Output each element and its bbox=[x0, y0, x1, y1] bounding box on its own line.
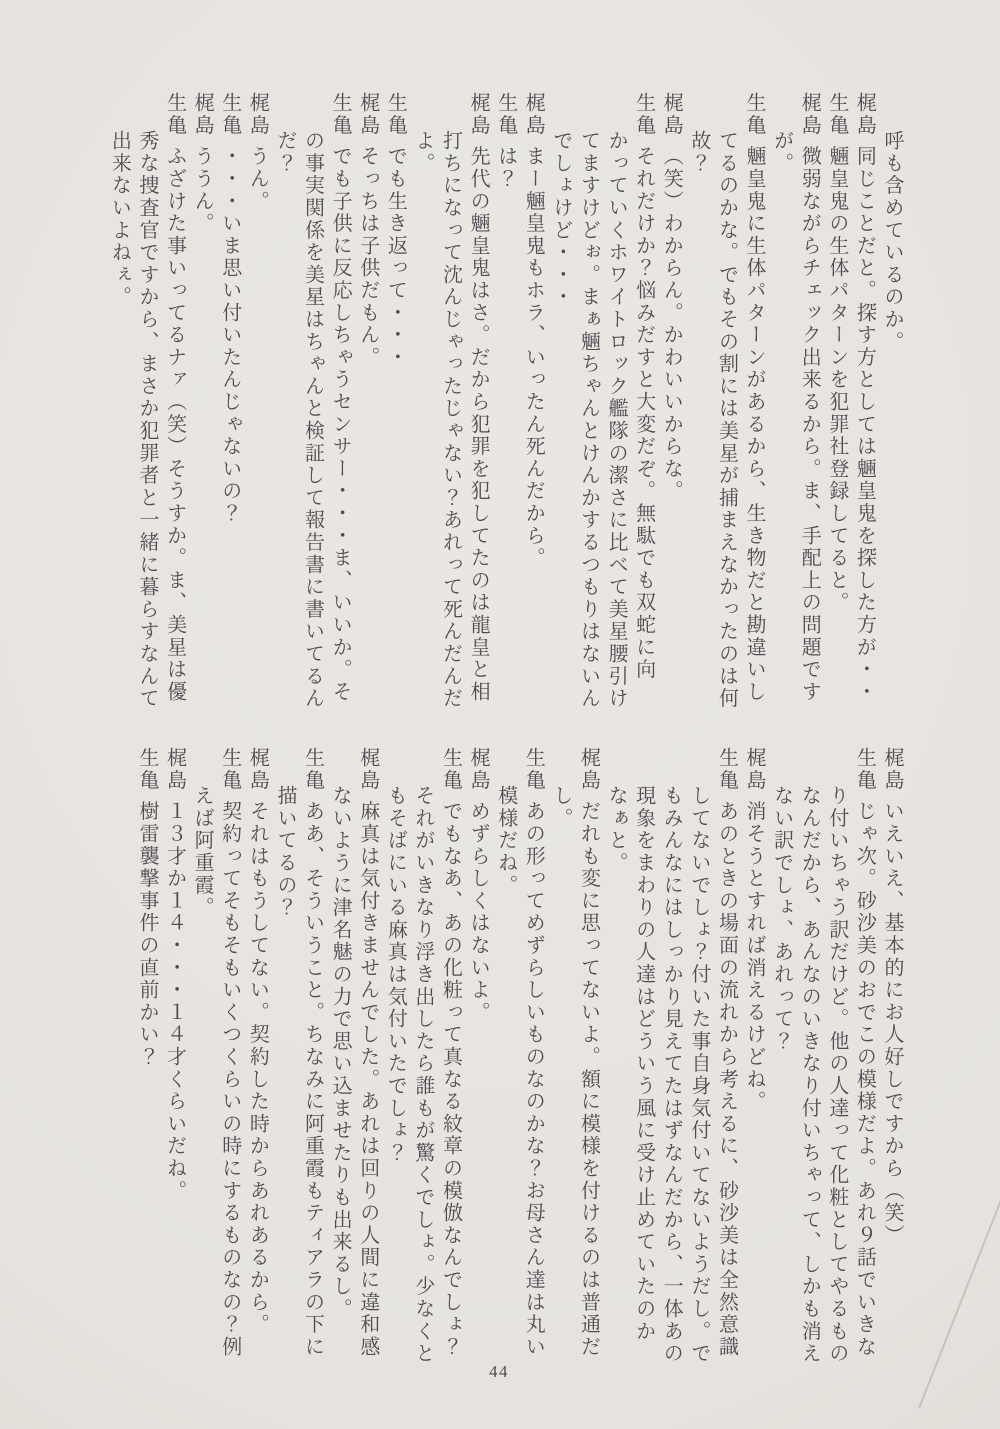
speaker-label: 生亀 bbox=[632, 92, 655, 137]
dialogue-line bbox=[160, 747, 188, 1372]
dialogue-line bbox=[601, 747, 739, 1372]
dialogue-line bbox=[546, 92, 656, 717]
dialogue-text: まー魎皇鬼もホラ、いったん死んだから。 bbox=[522, 145, 545, 570]
dialogue-text: でもなあ、あの化粧って真なる紋章の模倣なんでしょ？それがいきなり浮き出したら誰もが驚くでしょ。少なくともそばにいる麻真は気付いたでしょ？ bbox=[384, 785, 462, 1365]
dialogue-line bbox=[132, 747, 160, 1372]
speaker-label: 梶島 bbox=[798, 92, 821, 137]
speaker-label: 生亀 bbox=[218, 747, 241, 792]
dialogue-line bbox=[215, 92, 243, 717]
dialogue-line bbox=[270, 92, 353, 717]
speaker-label: 生亀 bbox=[439, 747, 462, 792]
speaker-label: 生亀 bbox=[163, 92, 186, 137]
dialogue-text: それだけか？悩みだすと大変だぞ。無駄でも双蛇に向かっていくホワイトロック艦隊の潔さに比べて美星腰引けてますけどぉ。まぁ魎ちゃんとけんかするつもりはないんでしょけど・・・ bbox=[549, 130, 655, 710]
dialogue-text: 麻真は気付きませんでした。あれは回りの人間に違和感ないように津名魅の力で思い込ませたりも出来るし。 bbox=[329, 785, 379, 1359]
paper-crease bbox=[918, 1199, 1000, 1409]
dialogue-line bbox=[684, 92, 767, 717]
speaker-label: 生亀 bbox=[825, 92, 848, 137]
dialogue-line bbox=[188, 747, 243, 1372]
speaker-label: 梶島 bbox=[163, 747, 186, 792]
speaker-label: 梶島 bbox=[191, 92, 214, 137]
speaker-label: 生亀 bbox=[494, 92, 517, 137]
dialogue-text: じゃ次。砂沙美のおでこの模様だよ。あれ９話でいきなり付いちゃう訳だけど。他の人達って化粧としてやるものなんだから、あんなのいきなり付いちゃって、しかも消えない訳でしょ、あれって？ bbox=[770, 785, 876, 1365]
dialogue-text: 魎皇鬼の生体パターンを犯罪社登録してると。 bbox=[825, 145, 848, 614]
speaker-label: 梶島 bbox=[467, 747, 490, 792]
speaker-label: 梶島 bbox=[467, 92, 490, 137]
dialogue-text: うん。 bbox=[246, 145, 269, 213]
dialogue-line bbox=[822, 92, 850, 717]
dialogue-text: ああ、そういうこと。ちなみに阿重霞もティアラの下に描いてるの？ bbox=[273, 785, 324, 1359]
dialogue-text: ふざけた事いってるナァ（笑）そうすか。ま、美星は優秀な捜査官ですから、まさか犯罪者と一緒に暮らすなんて出来ないよねぇ。 bbox=[108, 130, 186, 710]
dialogue-line bbox=[767, 92, 822, 717]
dialogue-text: 微弱ながらチェック出来るから。ま、手配上の問題ですが。 bbox=[770, 130, 821, 704]
dialogue-line bbox=[353, 92, 381, 717]
dialogue-text: 契約ってそもそもいくつくらいの時にするものなの？例えば阿重霞。 bbox=[191, 785, 241, 1359]
dialogue-text: 樹雷襲撃事件の直前かい？ bbox=[135, 800, 158, 1069]
dialogue-text: １３才か１４・・・１４才くらいだね。 bbox=[163, 800, 186, 1203]
dialogue-line bbox=[270, 747, 325, 1372]
dialogue-text: 魎皇鬼に生体パターンがあるから、生き物だと勘違いしてるのかな。でもその割には美星が捕まえなかったのは何故？ bbox=[687, 130, 766, 710]
dialogue-text: そっちは子供だもん。 bbox=[356, 145, 379, 369]
dialogue-line bbox=[491, 92, 519, 717]
dialogue-line bbox=[657, 92, 685, 717]
speaker-label: 梶島 bbox=[743, 747, 766, 792]
dialogue-line bbox=[105, 92, 188, 717]
dialogue-text: 先代の魎皇鬼はさ。だから犯罪を犯してたのは龍皇と相打ちになって沈んじゃったじゃない？あれって死んだんだよ。 bbox=[411, 130, 490, 710]
dialogue-line bbox=[188, 92, 216, 717]
dialogue-line bbox=[850, 92, 878, 717]
dialogue-line bbox=[381, 747, 464, 1372]
dialogue-line bbox=[326, 747, 381, 1372]
dialogue-text: 同じことだと。探す方としては魎皇鬼を探した方が・・ bbox=[853, 145, 876, 704]
speaker-label: 生亀 bbox=[522, 747, 545, 792]
dialogue-line bbox=[408, 92, 491, 717]
speaker-label: 梶島 bbox=[522, 92, 545, 137]
dialogue-line bbox=[519, 92, 547, 717]
speaker-label: 梶島 bbox=[246, 92, 269, 137]
dialogue-text: あのときの場面の流れから考えるに、砂沙美は全然意識してないでしょ？付いた事自身気付いてないようだし。でもみんなにはしっかり見えてたはずなんだから、一体あの現象をまわりの人達はどういう風に受け止めていたのかなぁと。 bbox=[605, 785, 738, 1365]
speaker-label: 梶島 bbox=[356, 747, 379, 792]
speaker-label: 生亀 bbox=[135, 747, 158, 792]
speaker-label: 梶島 bbox=[853, 92, 876, 137]
dialogue-text: 呼も含めているのか。 bbox=[881, 130, 903, 353]
dialogue-text: だれも変に思ってないよ。額に模様を付けるのは普通だし。 bbox=[549, 785, 600, 1359]
dialogue-text: それはもうしてない。契約した時からあれあるから。 bbox=[246, 800, 269, 1336]
speaker-label: 生亀 bbox=[384, 92, 407, 137]
dialogue-line bbox=[243, 92, 271, 717]
speaker-label: 梶島 bbox=[660, 92, 683, 137]
dialogue-line bbox=[381, 92, 409, 717]
dialogue-text: あの形ってめずらしいものなのかな？お母さん達は丸い模様だね。 bbox=[494, 785, 545, 1359]
dialogue-line bbox=[877, 92, 905, 717]
speaker-label: 生亀 bbox=[329, 92, 352, 137]
speaker-label: 生亀 bbox=[743, 92, 766, 137]
dialogue-block-top bbox=[105, 92, 905, 717]
dialogue-text: ・・・いま思い付いたんじゃないの？ bbox=[218, 145, 241, 525]
speaker-label: 梶島 bbox=[356, 92, 379, 137]
dialogue-block-bottom bbox=[132, 747, 905, 1372]
speaker-label: 生亀 bbox=[853, 747, 876, 792]
page-number: 44 bbox=[489, 1362, 509, 1381]
dialogue-text: は？ bbox=[494, 145, 517, 191]
dialogue-line bbox=[877, 747, 905, 1372]
dialogue-text: ううん。 bbox=[191, 145, 214, 235]
speaker-label: 生亀 bbox=[301, 747, 324, 792]
dialogue-line bbox=[546, 747, 601, 1372]
speaker-label: 梶島 bbox=[246, 747, 269, 792]
dialogue-line bbox=[767, 747, 877, 1372]
dialogue-line bbox=[464, 747, 492, 1372]
dialogue-text: 消そうとすれば消えるけどね。 bbox=[743, 800, 766, 1113]
speaker-label: 梶島 bbox=[881, 747, 903, 792]
speaker-label: 梶島 bbox=[577, 747, 600, 792]
dialogue-text: いえいえ、基本的にお人好しですから（笑） bbox=[881, 800, 903, 1247]
dialogue-line bbox=[243, 747, 271, 1372]
dialogue-text: でも子供に反応しちゃうセンサー・・・ま、いいか。その事実関係を美星はちゃんと検証して報告書に書いてるんだ？ bbox=[273, 130, 352, 710]
dialogue-text: でも生き返って・・・ bbox=[384, 145, 407, 369]
dialogue-text: （笑）わからん。かわいいからな。 bbox=[660, 145, 683, 503]
speaker-label: 生亀 bbox=[715, 747, 738, 792]
dialogue-line bbox=[491, 747, 546, 1372]
speaker-label: 生亀 bbox=[218, 92, 241, 137]
dialogue-line bbox=[739, 747, 767, 1372]
dialogue-text: めずらしくはないよ。 bbox=[467, 800, 490, 1024]
